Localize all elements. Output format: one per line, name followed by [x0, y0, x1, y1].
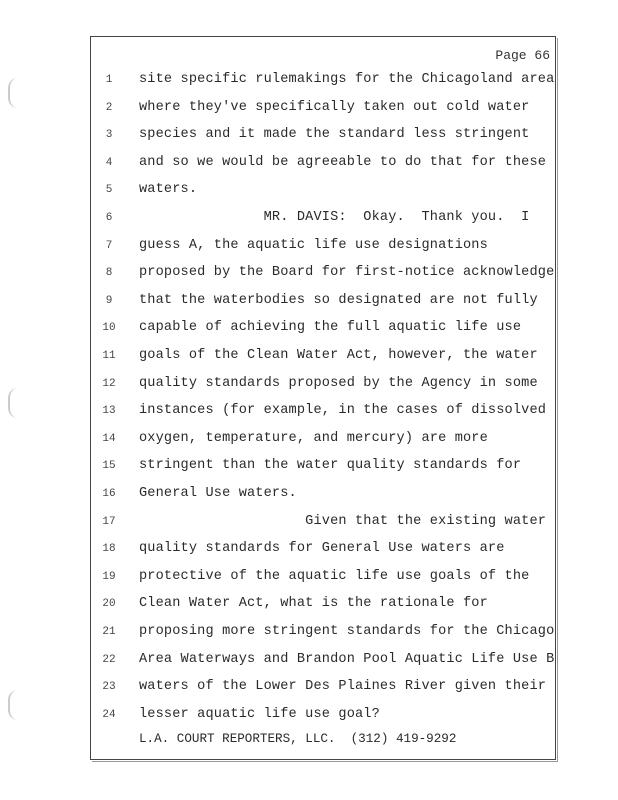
transcript-line — [0, 265, 618, 285]
court-reporter-footer: L.A. COURT REPORTERS, LLC. (312) 419-9292 — [139, 732, 457, 746]
transcript-line — [0, 320, 618, 340]
line-text: Area Waterways and Brandon Pool Aquatic Life Use B — [139, 651, 555, 667]
transcript-line — [0, 514, 618, 534]
transcript-line — [0, 431, 618, 451]
line-text: waters of the Lower Des Plaines River given their — [139, 679, 547, 695]
line-text: Clean Water Act, what is the rationale for — [139, 596, 488, 612]
transcript-line — [0, 458, 618, 478]
line-text: instances (for example, in the cases of dissolved — [139, 403, 547, 419]
line-text: protective of the aquatic life use goals of the — [139, 568, 530, 584]
transcript-line — [0, 569, 618, 589]
line-text: species and it made the standard less stringent — [139, 127, 530, 143]
transcript-line — [0, 210, 618, 230]
line-number: 7 — [105, 239, 113, 252]
line-number: 16 — [102, 488, 116, 500]
line-number: 1 — [105, 74, 113, 86]
line-number: 13 — [102, 405, 116, 418]
line-text: proposed by the Board for first-notice acknowledge — [139, 265, 555, 281]
line-text: capable of achieving the full aquatic life use — [139, 320, 522, 336]
line-number: 22 — [102, 653, 116, 666]
line-number: 20 — [102, 598, 116, 611]
line-text: lesser aquatic life use goal? — [139, 706, 380, 722]
transcript-line — [0, 403, 618, 423]
line-number: 21 — [102, 626, 116, 638]
line-number: 19 — [102, 570, 116, 583]
line-number: 2 — [105, 101, 113, 114]
transcript-line — [0, 541, 618, 561]
line-number: 23 — [102, 681, 116, 694]
transcript-line — [0, 596, 618, 616]
transcript-line — [0, 72, 618, 92]
line-number: 8 — [105, 267, 113, 280]
line-text: that the waterbodies so designated are not fully — [139, 292, 538, 308]
transcript-line — [0, 182, 618, 202]
line-number: 14 — [102, 432, 116, 445]
line-text: waters. — [139, 182, 198, 198]
line-number: 11 — [102, 350, 116, 362]
line-text: stringent than the water quality standards for — [139, 458, 522, 474]
line-text: MR. DAVIS: Okay. Thank you. I — [139, 210, 530, 225]
transcript-line — [0, 293, 618, 313]
line-number: 10 — [102, 322, 116, 335]
line-number: 17 — [102, 515, 116, 528]
transcript-line — [0, 348, 618, 368]
line-text: quality standards for General Use waters are — [139, 541, 505, 557]
line-text: proposing more stringent standards for the Chicago — [139, 624, 555, 639]
line-text: goals of the Clean Water Act, however, the water — [139, 348, 538, 363]
line-number: 15 — [102, 460, 116, 473]
line-number: 3 — [105, 129, 113, 142]
transcript-line — [0, 376, 618, 396]
line-number: 4 — [105, 156, 113, 169]
line-number: 12 — [102, 377, 116, 390]
line-number: 5 — [105, 184, 113, 197]
line-text: oxygen, temperature, and mercury) are more — [139, 430, 488, 446]
page-number: Page 66 — [495, 48, 550, 63]
line-text: quality standards proposed by the Agency in some — [139, 375, 538, 391]
line-text: site specific rulemakings for the Chicagoland area — [139, 72, 555, 87]
line-text: and so we would be agreeable to do that for these — [139, 154, 547, 170]
transcript-line — [0, 624, 618, 644]
line-text: General Use waters. — [139, 486, 297, 501]
line-number: 6 — [105, 212, 113, 224]
line-text: where they've specifically taken out cold water — [139, 99, 530, 115]
transcript-line — [0, 652, 618, 672]
line-number: 9 — [105, 294, 113, 307]
line-number: 18 — [102, 543, 116, 556]
line-number: 24 — [102, 708, 116, 721]
transcript-line — [0, 486, 618, 506]
line-text: Given that the existing water — [139, 513, 547, 529]
line-text: guess A, the aquatic life use designations — [139, 237, 488, 253]
transcript-line — [0, 127, 618, 147]
transcript-line — [0, 100, 618, 120]
transcript-line — [0, 707, 618, 727]
transcript-line — [0, 679, 618, 699]
transcript-line — [0, 238, 618, 258]
transcript-line — [0, 155, 618, 175]
